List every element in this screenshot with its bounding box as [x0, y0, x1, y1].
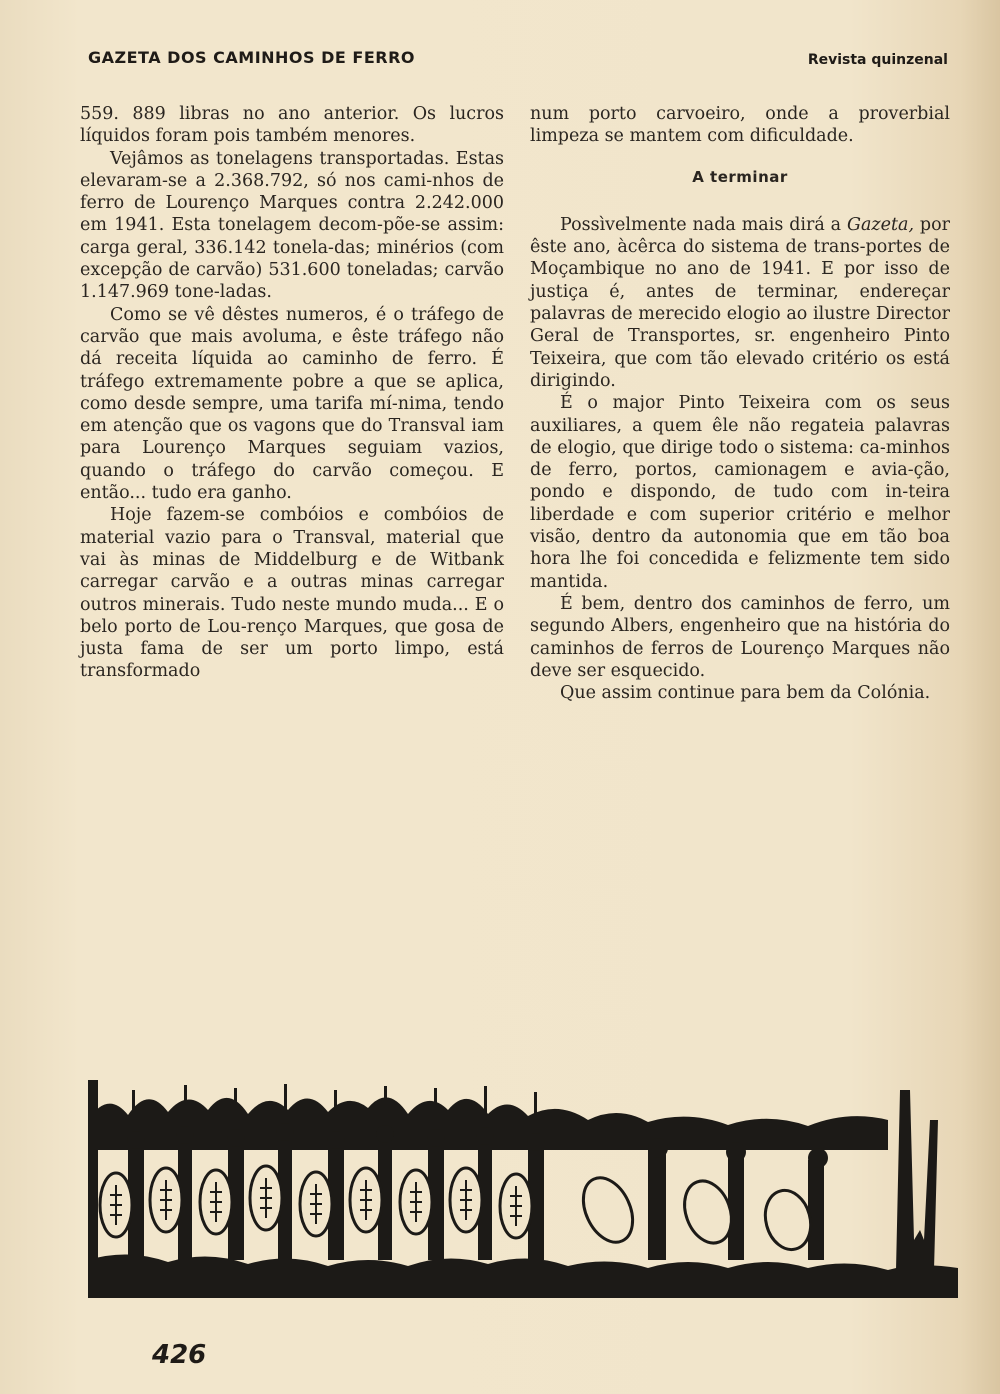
- italic-publication-name: Gazeta,: [846, 214, 915, 235]
- paragraph: Como se vê dêstes numeros, é o tráfego de carvão que mais avoluma, e êste tráfego não dá receita líquida ao caminho de ferro. É tráfego extremamente pobre a que se aplica, como desde sempre, uma tarifa mí-nima, tendo em atenção que os vagons que do Transval iam para Lourenço Marques seguiam vazios, quando o tráfego do carvão começou. E então... tudo era ganho.: [80, 304, 504, 504]
- paragraph: Que assim continue para bem da Colónia.: [560, 683, 931, 704]
- woodcut-illustration: [88, 1080, 958, 1298]
- page-number: 426: [152, 1340, 207, 1370]
- paragraph: Vejâmos as tonelagens transportadas. Estas elevaram-se a 2.368.792, só nos cami-nhos de ferro de Lourenço Marques contra 2.242.000 em 1941. Esta tonelagem decom-põe-se assim: carga geral, 336.142 tonela-das; minérios (com excepção de carvão) 531.600 toneladas; carvão 1.147.969 tone-ladas.: [80, 148, 504, 303]
- paragraph-continuation: num porto carvoeiro, onde a proverbial limpeza se mantem com dificuldade.: [530, 104, 950, 147]
- paragraph: É bem, dentro dos caminhos de ferro, um segundo Albers, engenheiro que na história do caminhos de ferros de Lourenço Marques não deve ser esquecido.: [530, 593, 950, 681]
- text-run: por êste ano, àcêrca do sistema de trans-portes de Moçambique no ano de 1941. E por isso de justiça é, antes de terminar, endereçar palavras de merecido elogio ao ilustre Director Geral de Transportes, sr. engenheiro Pinto Teixeira, que com tão elevado critério os está dirigindo.: [530, 214, 950, 391]
- publication-title: GAZETA DOS CAMINHOS DE FERRO: [88, 48, 416, 67]
- left-column: [80, 103, 504, 683]
- paragraph: 559. 889 libras no ano anterior. Os lucros líquidos foram pois também menores.: [80, 104, 504, 147]
- paragraph: Hoje fazem-se combóios e combóios de material vazio para o Transval, material que vai às minas de Middelburg e de Witbank carregar carvão e a outras minas carregar outros minerais. Tudo neste mundo muda... E o belo porto de Lou-renço Marques, que gosa de justa fama de ser um porto limpo, está transformado: [80, 505, 504, 682]
- paragraph: [530, 214, 950, 392]
- publication-subtitle: Revista quinzenal: [807, 52, 948, 68]
- paragraph: É o major Pinto Teixeira com os seus auxiliares, a quem êle não regateia palavras de elogio, que dirige todo o sistema: ca-minhos de ferro, portos, camionagem e avia-ção, pondo e dispondo, de tudo com in-teira liberdade e com superior critério e melhor visão, dentro da autonomia que em tão boa hora lhe foi concedida e felizmente tem sido mantida.: [530, 393, 950, 592]
- text-run: Possìvelmente nada mais dirá a: [560, 214, 847, 235]
- right-column: [530, 103, 950, 704]
- section-title: A terminar: [692, 167, 788, 186]
